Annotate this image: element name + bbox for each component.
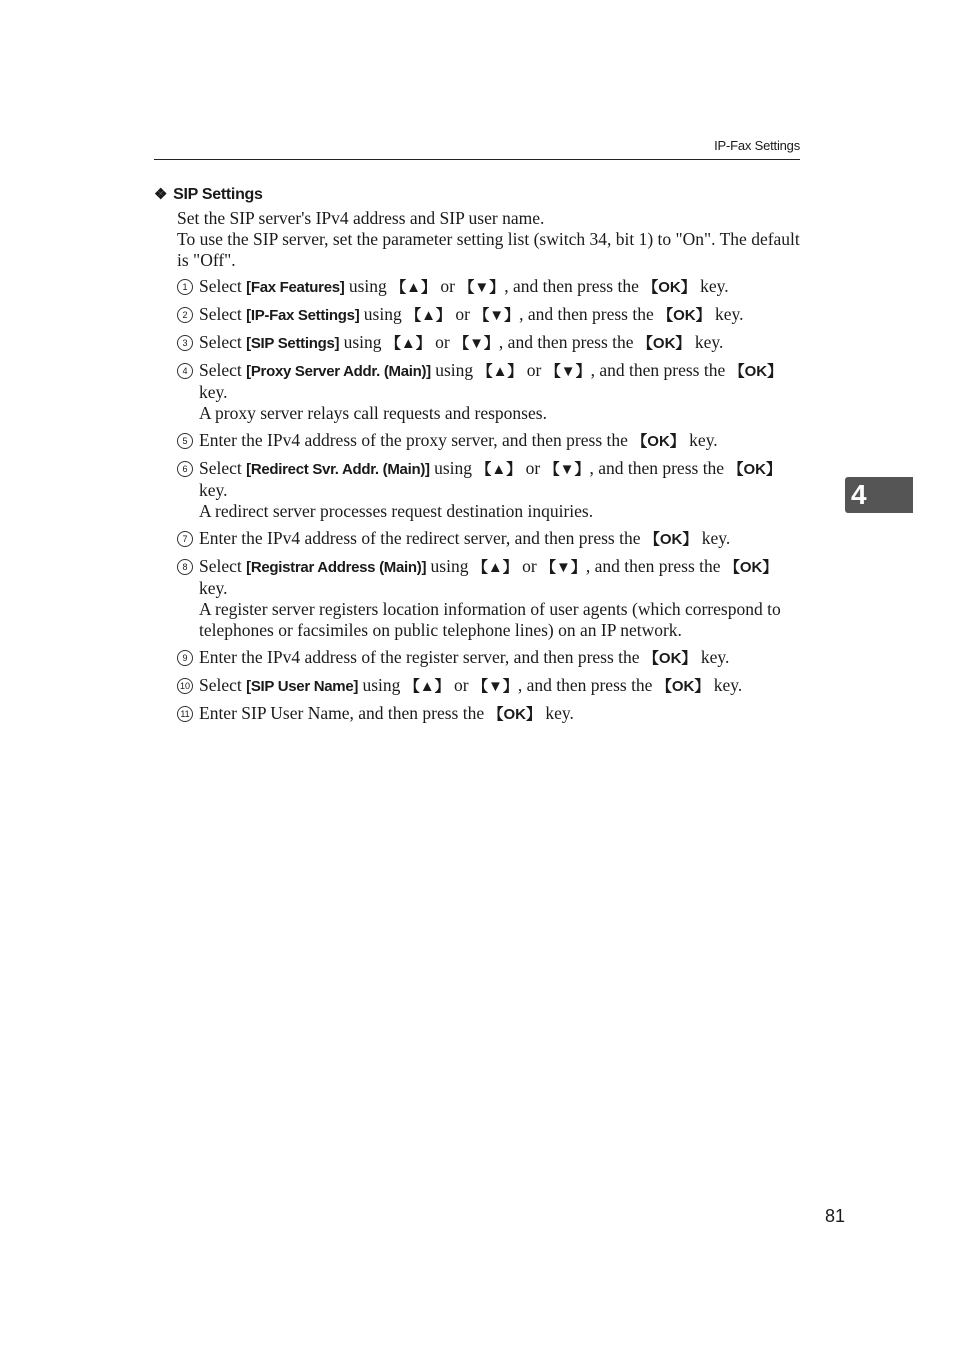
step-text: key. [709,675,743,695]
down-key: 【▼】 [459,279,505,296]
up-key: 【▲】 [476,461,522,478]
step-text: Select [199,304,247,324]
step-4 [177,360,802,424]
down-key: 【▼】 [472,678,518,695]
step-text: Select [199,276,247,296]
step-text: Select [199,360,247,380]
ok-key: 【OK】 [637,335,691,352]
step-text: , and then press the [589,458,729,478]
step-text: key. [199,480,228,500]
button-label: [Fax Features] [246,279,345,296]
diamond-bullet-icon: ❖ [154,186,168,203]
step-number: 2 [177,307,193,323]
chapter-tab: 4 [845,477,913,513]
step-text: Select [199,556,247,576]
step-text: key. [697,528,731,548]
step-2 [177,304,802,326]
step-text: using [339,332,386,352]
step-text: or [521,458,545,478]
step-text: key. [684,430,718,450]
up-key: 【▲】 [472,559,518,576]
up-key: 【▲】 [477,363,523,380]
up-key: 【▲】 [406,307,451,324]
step-text: Enter the IPv4 address of the register server, and then press the [199,647,644,667]
button-label: [IP-Fax Settings] [246,307,360,324]
step-text: , and then press the [504,276,644,296]
ok-key: 【OK】 [728,461,781,478]
step-text: using [358,675,405,695]
step-note: A register server registers location information of user agents (which correspond to telephones or facsimiles on public telephone lines) on an IP network. [199,599,781,640]
step-1 [177,276,802,298]
step-text: key. [690,332,724,352]
step-text: key. [695,276,729,296]
step-11 [177,703,802,725]
ok-key: 【OK】 [643,279,696,296]
intro-paragraph-1: Set the SIP server's IPv4 address and SIP user name. [177,208,545,228]
step-text: or [436,276,460,296]
step-text: or [450,304,475,324]
down-key: 【▼】 [454,335,499,352]
section-heading-text: SIP Settings [173,186,263,203]
step-text: using [426,556,473,576]
step-text: , and then press the [590,360,730,380]
section-intro [177,208,802,271]
step-text: using [344,276,392,296]
down-key: 【▼】 [545,363,591,380]
section-heading [154,185,263,204]
step-note: A proxy server relays call requests and responses. [199,403,547,423]
down-key: 【▼】 [474,307,520,324]
step-text: , and then press the [517,675,657,695]
step-number: 7 [177,531,193,547]
button-label: [Proxy Server Addr. (Main)] [246,363,431,380]
up-key: 【▲】 [385,335,431,352]
down-key: 【▼】 [541,559,586,576]
step-text: using [430,360,478,380]
step-text: Select [199,332,247,352]
steps-list [177,276,802,731]
step-text: key. [710,304,744,324]
step-text: Enter SIP User Name, and then press the [199,703,489,723]
step-9 [177,647,802,669]
ok-key: 【OK】 [644,531,698,548]
step-text: or [517,556,542,576]
up-key: 【▲】 [391,279,437,296]
step-text: Enter the IPv4 address of the proxy server, and then press the [199,430,633,450]
step-text: , and then press the [519,304,659,324]
step-text: or [449,675,473,695]
step-number: 6 [177,461,193,477]
step-text: key. [199,382,228,402]
button-label: [SIP Settings] [246,335,340,352]
ok-key: 【OK】 [729,363,783,380]
button-label: [Registrar Address (Main)] [246,559,427,576]
header-divider [154,159,800,160]
ok-key: 【OK】 [656,678,710,695]
step-text: Enter the IPv4 address of the redirect server, and then press the [199,528,645,548]
step-text: or [522,360,546,380]
up-key: 【▲】 [404,678,450,695]
step-number: 4 [177,363,193,379]
step-8 [177,556,802,641]
step-number: 10 [177,678,193,694]
step-number: 3 [177,335,193,351]
step-text: key. [541,703,574,723]
ok-key: 【OK】 [643,650,697,667]
down-key: 【▼】 [544,461,590,478]
step-text: using [429,458,477,478]
step-7 [177,528,802,550]
step-text: Select [199,458,247,478]
button-label: [Redirect Svr. Addr. (Main)] [246,461,430,478]
ok-key: 【OK】 [658,307,711,324]
step-note: A redirect server processes request destination inquiries. [199,501,594,521]
step-text: key. [696,647,730,667]
step-10 [177,675,802,697]
step-number: 8 [177,559,193,575]
step-6 [177,458,802,522]
step-3 [177,332,802,354]
step-text: , and then press the [585,556,725,576]
running-header: IP-Fax Settings [714,138,800,153]
page-number: 81 [824,1206,845,1226]
ok-key: 【OK】 [488,706,542,723]
ok-key: 【OK】 [724,559,778,576]
step-text: , and then press the [498,332,638,352]
button-label: [SIP User Name] [246,678,359,695]
step-text: Select [199,675,247,695]
step-5 [177,430,802,452]
step-text: using [359,304,407,324]
step-number: 9 [177,650,193,666]
ok-key: 【OK】 [632,433,685,450]
step-number: 5 [177,433,193,449]
step-text: key. [199,578,228,598]
step-text: or [430,332,455,352]
step-number: 1 [177,279,193,295]
step-number: 11 [177,706,193,722]
intro-paragraph-2: To use the SIP server, set the parameter setting list (switch 34, bit 1) to "On". The default is "Off". [177,229,800,270]
